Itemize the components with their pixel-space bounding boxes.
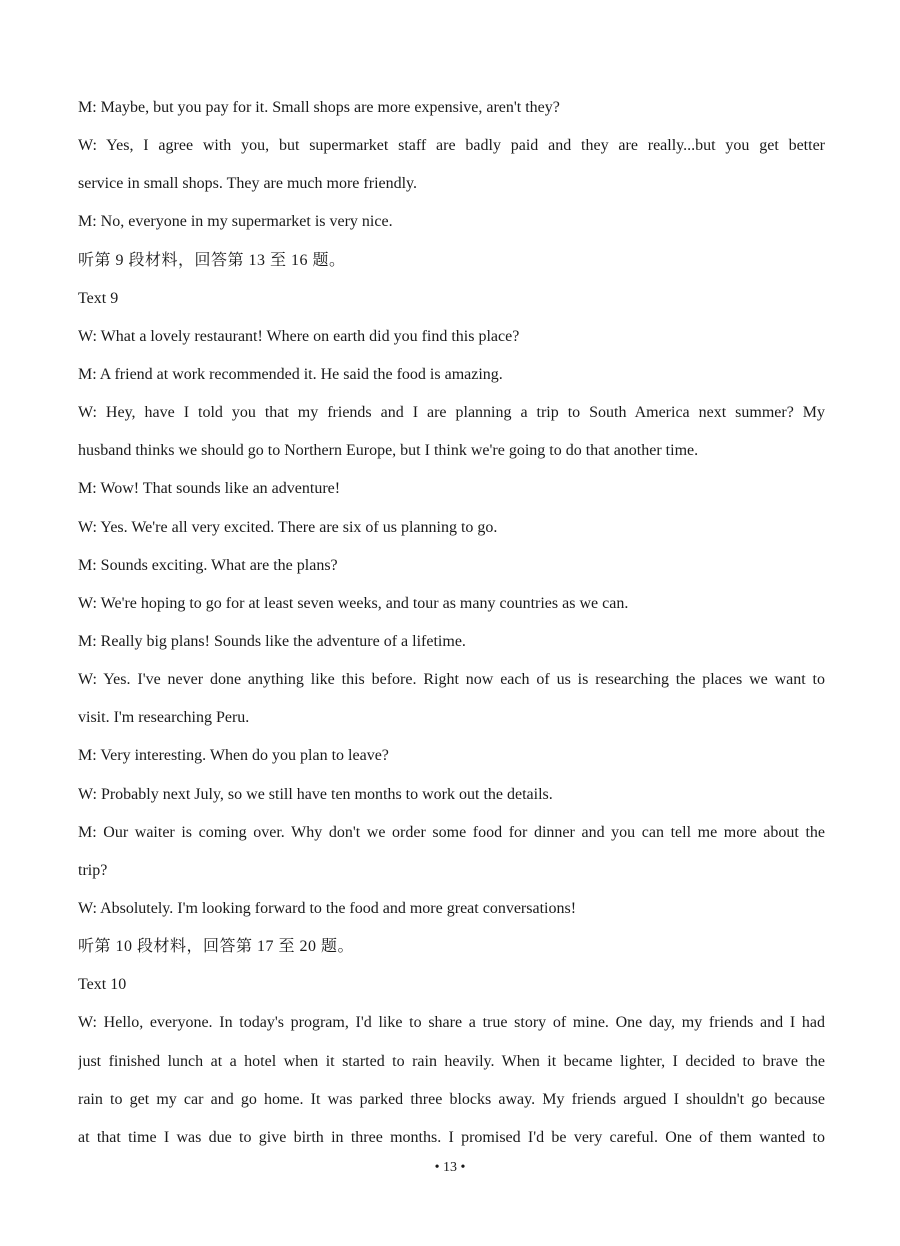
section-heading: Text 9 xyxy=(78,289,119,307)
document-body xyxy=(78,93,825,1161)
text-line: M: Sounds exciting. What are the plans? xyxy=(78,556,338,574)
text-line: M: Maybe, but you pay for it. Small shops are more expensive, aren't they? xyxy=(78,99,560,116)
text-line: visit. I'm researching Peru. xyxy=(78,709,250,727)
text-line: M: Wow! That sounds like an adventure! xyxy=(78,480,341,498)
section-instruction: 听第 9 段材料，回答第 13 至 16 题。 xyxy=(78,251,346,269)
section-instruction: 听第 10 段材料，回答第 17 至 20 题。 xyxy=(78,938,355,956)
text-line: M: Very interesting. When do you plan to leave? xyxy=(78,747,389,765)
page-number: • 13 • xyxy=(434,1160,466,1175)
text-line: W: Hey, have I told you that my friends and I are planning a trip to South America next summer? My xyxy=(78,404,825,422)
text-line: at that time I was due to give birth in three months. I promised I'd be very careful. One of them wanted to xyxy=(78,1128,825,1146)
text-line: M: Our waiter is coming over. Why don't we order some food for dinner and you can tell me more about the xyxy=(78,823,825,841)
text-line: M: Really big plans! Sounds like the adventure of a lifetime. xyxy=(78,632,466,650)
text-line: W: We're hoping to go for at least seven weeks, and tour as many countries as we can. xyxy=(78,594,629,612)
text-line: service in small shops. They are much more friendly. xyxy=(78,175,418,193)
text-line: W: Probably next July, so we still have ten months to work out the details. xyxy=(78,785,553,803)
text-line: rain to get my car and go home. It was parked three blocks away. My friends argued I shouldn't go because xyxy=(78,1090,825,1108)
text-line: W: Hello, everyone. In today's program, I'd like to share a true story of mine. One day, my friends and I had xyxy=(78,1014,825,1032)
text-line: W: What a lovely restaurant! Where on earth did you find this place? xyxy=(78,327,520,345)
text-line: M: A friend at work recommended it. He said the food is amazing. xyxy=(78,365,503,383)
text-line: just finished lunch at a hotel when it started to rain heavily. When it became lighter, I decided to brave the xyxy=(78,1052,825,1070)
text-line: trip? xyxy=(78,861,108,879)
text-line: W: Yes. I've never done anything like this before. Right now each of us is researching the places we want to xyxy=(78,671,825,689)
text-line: M: No, everyone in my supermarket is very nice. xyxy=(78,213,393,231)
text-line: W: Yes. We're all very excited. There are six of us planning to go. xyxy=(78,518,498,536)
text-line: husband thinks we should go to Northern Europe, but I think we're going to do that another time. xyxy=(78,442,699,460)
text-line: W: Yes, I agree with you, but supermarket staff are badly paid and they are really...but you get better xyxy=(78,137,825,155)
section-heading: Text 10 xyxy=(78,976,127,994)
text-line: W: Absolutely. I'm looking forward to the food and more great conversations! xyxy=(78,899,577,917)
